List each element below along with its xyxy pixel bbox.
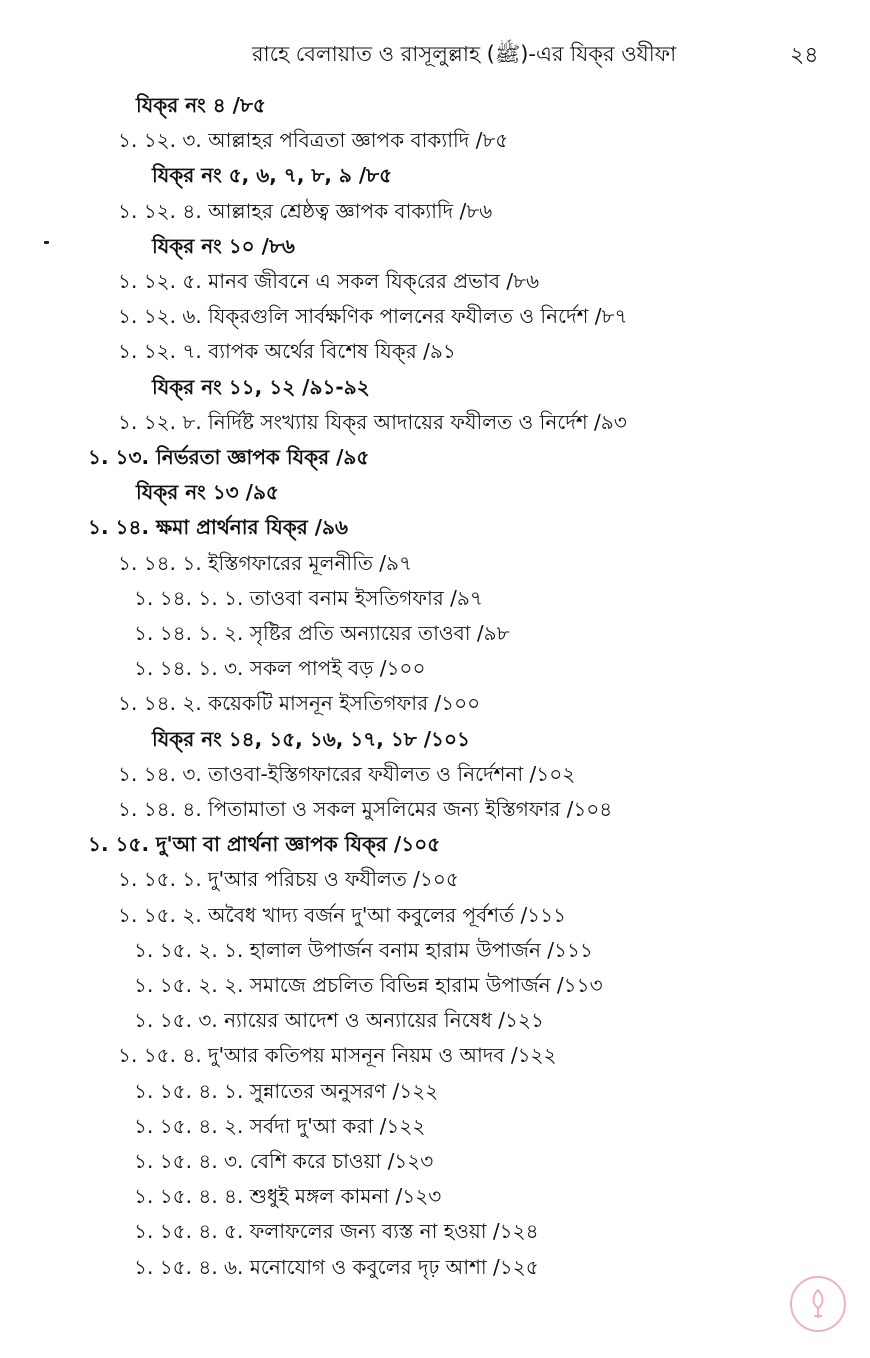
toc-entry: ১. ১৫. ৪. ১. সুন্নাতের অনুসরণ /১২২: [134, 1078, 439, 1103]
watermark-stamp-icon: [790, 1276, 846, 1332]
running-title: রাহে বেলায়াত ও রাসূলুল্লাহ (ﷺ)-এর যিক্‌র ওযীফা: [252, 42, 677, 66]
toc-entry: ১. ১৫. ২. ২. সমাজে প্রচলিত বিভিন্ন হারাম উপার্জন /১১৩: [134, 973, 603, 997]
toc-entry: ১. ১৫. ৩. ন্যায়ের আদেশ ও অন্যায়ের নিষেধ /১২১: [134, 1008, 544, 1033]
toc-entry: ১. ১৪. ১. ২. সৃষ্টির প্রতি অন্যায়ের তাওবা /৯৮: [134, 621, 510, 645]
toc-entry: ১. ১৫. ৪. দু'আর কতিপয় মাসনূন নিয়ম ও আদব /১২২: [118, 1043, 557, 1068]
toc-entry: ১. ১২. ৮. নির্দিষ্ট সংখ্যায় যিক্‌র আদায়ের ফযীলত ও নির্দেশ /৯৩: [118, 409, 627, 434]
page-header: [0, 38, 870, 78]
toc-heading: যিক্‌র নং ১৪, ১৫, ১৬, ১৭, ১৮ /১০১: [152, 726, 471, 751]
toc-entry: ১. ১২. ৩. আল্লাহর পবিত্রতা জ্ঞাপক বাক্যাদি /৮৫: [118, 128, 509, 153]
toc-heading: যিক্‌র নং ৪ /৮৫: [136, 93, 266, 117]
toc-heading: যিক্‌র নং ১০ /৮৬: [152, 233, 295, 258]
toc-entry: ১. ১৪. ২. কয়েকটি মাসনূন ইসতিগফার /১০০: [118, 691, 481, 716]
toc-entry: ১. ১৫. ২. অবৈধ খাদ্য বর্জন দু'আ কবুলের পূর্বশর্ত /১১১: [118, 902, 567, 927]
toc-heading: ১. ১৫. দু'আ বা প্রার্থনা জ্ঞাপক যিক্‌র /১০৫: [88, 832, 441, 857]
toc-entry: ১. ১৪. ১. ১. তাওবা বনাম ইসতিগফার /৯৭: [134, 585, 483, 610]
toc-entry: ১. ১২. ৪. আল্লাহর শ্রেষ্ঠত্ব জ্ঞাপক বাক্যাদি /৮৬: [118, 198, 493, 223]
toc-entry: ১. ১৫. ৪. ২. সর্বদা দু'আ করা /১২২: [134, 1113, 426, 1138]
toc-entry: ১. ১৪. ১. ৩. সকল পাপই বড় /১০০: [134, 656, 426, 681]
toc-entry: ১. ১৫. ৪. ৪. শুধুই মঙ্গল কামনা /১২৩: [134, 1184, 442, 1209]
toc-heading: যিক্‌র নং ১১, ১২ /৯১-৯২: [152, 374, 370, 399]
toc-entry: ১. ১৫. ৪. ৬. মনোযোগ ও কবুলের দৃঢ় আশা /১২৫: [134, 1254, 539, 1279]
scan-speck: [44, 241, 49, 244]
toc-entry: ১. ১২. ৬. যিক্‌রগুলি সার্বক্ষণিক পালনের ফযীলত ও নির্দেশ /৮৭: [118, 304, 628, 329]
toc-entry: ১. ১৫. ২. ১. হালাল উপার্জন বনাম হারাম উপার্জন /১১১: [134, 937, 593, 962]
toc-entry: ১. ১৪. ১. ইস্তিগফারের মূলনীতি /৯৭: [118, 550, 412, 575]
toc-entry: ১. ১৪. ৪. পিতামাতা ও সকল মুসলিমের জন্য ইস্তিগফার /১০৪: [118, 797, 613, 821]
toc-entry: ১. ১৫. ৪. ৫. ফলাফলের জন্য ব্যস্ত না হওয়া /১২৪: [134, 1219, 539, 1244]
toc-heading: ১. ১৩. নির্ভরতা জ্ঞাপক যিক্‌র /৯৫: [88, 445, 370, 469]
page-number: ২৪: [790, 43, 819, 68]
toc-entry: ১. ১২. ৭. ব্যাপক অর্থের বিশেষ যিক্‌র /৯১: [118, 339, 456, 364]
toc-entry: ১. ১৪. ৩. তাওবা-ইস্তিগফারের ফযীলত ও নির্দেশনা /১০২: [118, 761, 576, 786]
toc-entry: ১. ১৫. ৪. ৩. বেশি করে চাওয়া /১২৩: [134, 1149, 434, 1173]
toc-heading: যিক্‌র নং ১৩ /৯৫: [136, 480, 279, 505]
toc-entry: ১. ১২. ৫. মানব জীবনে এ সকল যিক্‌রের প্রভাব /৮৬: [118, 269, 540, 293]
toc-heading: যিক্‌র নং ৫, ৬, ৭, ৮, ৯ /৮৫: [152, 163, 393, 188]
toc-heading: ১. ১৪. ক্ষমা প্রার্থনার যিক্‌র /৯৬: [88, 515, 348, 540]
toc-entry: ১. ১৫. ১. দু'আর পরিচয় ও ফযীলত /১০৫: [118, 867, 459, 892]
